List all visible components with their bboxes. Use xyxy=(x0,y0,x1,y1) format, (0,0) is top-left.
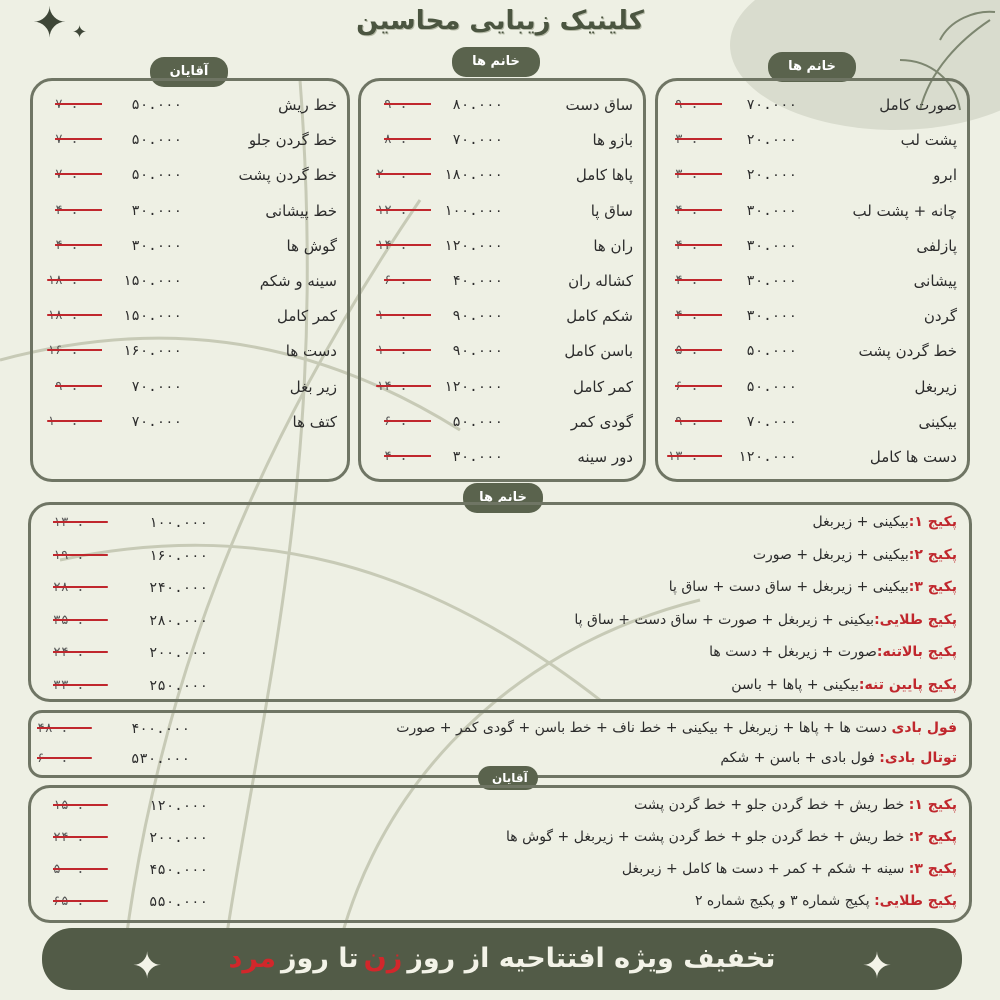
men-packages-box xyxy=(28,785,972,923)
service-price: ۳۰.۰۰۰ xyxy=(131,202,182,219)
service-old-price: ۷۰.۰۰۰ xyxy=(55,97,102,112)
sparkle-icon: ✦ xyxy=(861,946,892,987)
service-name: دست ها کامل xyxy=(869,448,957,466)
package-price: ۴۵۰.۰۰۰ xyxy=(149,862,209,878)
price-list-women-face xyxy=(655,78,970,482)
package-old-price: ۳۳۰.۰۰۰ xyxy=(53,677,108,693)
package-desc: خط ریش + خط گردن جلو + خط گردن پشت + زیربغل + گوش ها xyxy=(506,829,905,845)
price-row xyxy=(658,265,967,299)
service-name: صورت کامل xyxy=(879,96,957,114)
service-name: خط گردن جلو xyxy=(248,131,337,150)
price-row xyxy=(658,230,967,264)
women-packages-box xyxy=(28,502,972,702)
service-price: ۴۰.۰۰۰ xyxy=(452,273,503,289)
service-name: ساق پا xyxy=(590,201,633,220)
column-header-men: آقایان xyxy=(150,57,228,87)
service-name: باسن کامل xyxy=(564,342,633,361)
service-name: کتف ها xyxy=(292,412,337,431)
package-title: پکیج ۱: xyxy=(908,797,957,813)
price-list-men xyxy=(30,78,350,482)
banner-text-to: تا روز xyxy=(281,943,359,974)
service-old-price: ۹۰.۰۰۰ xyxy=(675,413,722,429)
package-desc: صورت + زیربغل + دست ها xyxy=(709,644,877,660)
package-desc: بیکینی + زیربغل + ساق دست + ساق پا xyxy=(668,579,909,595)
package-price: ۲۰۰.۰۰۰ xyxy=(149,830,209,846)
package-title: پکیج طلایی: xyxy=(874,893,957,909)
service-old-price: ۴۰.۰۰۰ xyxy=(384,449,431,464)
price-row xyxy=(658,441,967,475)
service-price: ۱۶۰.۰۰۰ xyxy=(122,343,182,360)
service-old-price: ۷۰.۰۰۰ xyxy=(55,167,102,183)
package-title: پکیج ۲: xyxy=(908,829,957,845)
service-name: خط گردن پشت xyxy=(858,342,957,361)
price-row xyxy=(361,441,643,475)
package-label xyxy=(574,612,957,628)
price-row xyxy=(658,195,967,229)
price-row xyxy=(33,406,347,440)
service-old-price: ۱۲۰.۰۰۰ xyxy=(376,202,431,218)
service-old-price: ۷۰.۰۰۰ xyxy=(55,132,102,148)
package-label xyxy=(753,547,957,563)
package-price: ۱۲۰.۰۰۰ xyxy=(149,798,209,814)
sparkle-icon: ✦ xyxy=(132,946,163,987)
service-old-price: ۴۰.۰۰۰ xyxy=(675,308,722,324)
package-label xyxy=(506,829,957,845)
banner-men: مرد xyxy=(228,943,276,974)
price-row xyxy=(658,406,967,440)
service-old-price: ۱۸۰.۰۰۰ xyxy=(47,308,102,324)
service-price: ۸۰.۰۰۰ xyxy=(452,97,503,113)
package-label xyxy=(709,644,957,660)
package-label xyxy=(669,579,957,595)
package-desc: بیکینی + پاها + باسن xyxy=(731,676,859,693)
service-name: پیشانی xyxy=(913,272,957,290)
service-name: گودی کمر xyxy=(570,412,633,431)
service-name: ساق دست xyxy=(565,96,633,114)
service-price: ۷۰.۰۰۰ xyxy=(131,413,182,430)
service-price: ۱۵۰.۰۰۰ xyxy=(122,273,182,289)
package-desc: خط ریش + خط گردن جلو + خط گردن پشت xyxy=(633,797,905,813)
service-name: کمر کامل xyxy=(277,307,337,326)
service-name: خط ریش xyxy=(278,96,337,114)
service-old-price: ۲۰۰.۰۰۰ xyxy=(376,167,431,183)
service-price: ۱۲۰.۰۰۰ xyxy=(443,378,503,395)
service-old-price: ۶۰.۰۰۰ xyxy=(384,413,431,429)
service-old-price: ۱۰۰.۰۰۰ xyxy=(376,308,431,324)
package-title: پکیج ۳: xyxy=(908,579,957,595)
package-row xyxy=(31,507,969,541)
price-row xyxy=(33,335,347,369)
package-old-price: ۲۴۰.۰۰۰ xyxy=(53,645,108,660)
package-old-price: ۴۸۰.۰۰۰ xyxy=(37,721,92,736)
price-row xyxy=(361,195,643,229)
package-label xyxy=(634,797,957,813)
package-old-price: ۲۴۰.۰۰۰ xyxy=(53,830,108,845)
package-price: ۱۰۰.۰۰۰ xyxy=(149,515,209,531)
package-old-price: ۱۵۰.۰۰۰ xyxy=(53,798,108,813)
body-package-row xyxy=(31,713,969,747)
package-title: فول بادی xyxy=(891,720,957,736)
price-row xyxy=(361,89,643,123)
package-title: پکیج بالاتنه: xyxy=(876,644,957,660)
service-name: سینه و شکم xyxy=(259,272,337,290)
service-name: پاها کامل xyxy=(575,166,633,185)
service-old-price: ۵۰.۰۰۰ xyxy=(675,343,722,359)
service-price: ۳۰.۰۰۰ xyxy=(131,237,182,254)
price-row xyxy=(658,300,967,334)
package-row xyxy=(31,540,969,574)
service-price: ۵۰.۰۰۰ xyxy=(746,378,797,395)
price-row xyxy=(33,265,347,299)
package-old-price: ۵۰۰.۰۰۰ xyxy=(53,862,108,877)
service-old-price: ۱۴۰.۰۰۰ xyxy=(376,237,431,253)
sparkle-icon: ✦ xyxy=(72,22,88,43)
service-old-price: ۶۰.۰۰۰ xyxy=(384,273,431,288)
package-old-price: ۶۵۰.۰۰۰ xyxy=(53,894,108,909)
package-old-price: ۲۸۰.۰۰۰ xyxy=(53,580,108,595)
service-old-price: ۱۳۰.۰۰۰ xyxy=(667,449,722,464)
package-label xyxy=(720,750,957,766)
package-title: پکیج ۲: xyxy=(908,546,957,563)
service-price: ۹۰.۰۰۰ xyxy=(452,308,503,325)
price-row xyxy=(658,371,967,405)
price-row xyxy=(361,230,643,264)
package-price: ۲۵۰.۰۰۰ xyxy=(149,677,209,694)
price-row xyxy=(361,265,643,299)
men-package-row xyxy=(31,854,969,888)
service-name: دست ها xyxy=(285,342,337,361)
service-name: شکم کامل xyxy=(566,307,633,326)
package-desc: سینه + شکم + کمر + دست ها کامل + زیربغل xyxy=(621,861,905,877)
package-label xyxy=(731,677,957,693)
service-price: ۵۰.۰۰۰ xyxy=(746,343,797,360)
service-price: ۳۰.۰۰۰ xyxy=(746,308,797,325)
price-row xyxy=(361,300,643,334)
service-name: زیر بغل xyxy=(289,377,337,396)
package-label xyxy=(695,893,957,909)
service-old-price: ۴۰.۰۰۰ xyxy=(675,237,722,253)
column-header-women-2: خانم ها xyxy=(452,47,540,77)
service-price: ۱۸۰.۰۰۰ xyxy=(443,167,503,184)
service-price: ۳۰.۰۰۰ xyxy=(746,202,797,219)
banner-women: زن xyxy=(363,943,403,974)
service-name: گوش ها xyxy=(286,236,337,255)
price-row xyxy=(33,195,347,229)
price-row xyxy=(33,230,347,264)
service-price: ۱۵۰.۰۰۰ xyxy=(122,308,182,325)
price-row xyxy=(361,159,643,193)
price-row xyxy=(361,371,643,405)
package-row xyxy=(31,637,969,671)
package-desc: بیکینی + زیربغل xyxy=(812,514,909,530)
opening-discount-banner xyxy=(42,928,962,990)
women-packages-header: خانم ها xyxy=(463,483,543,513)
service-price: ۷۰.۰۰۰ xyxy=(452,132,503,149)
price-row xyxy=(33,124,347,158)
service-price: ۵۰.۰۰۰ xyxy=(452,413,503,430)
price-row xyxy=(33,89,347,123)
package-price: ۲۸۰.۰۰۰ xyxy=(149,612,209,629)
service-old-price: ۴۰.۰۰۰ xyxy=(675,273,722,288)
service-name: دور سینه xyxy=(577,448,633,466)
service-old-price: ۶۰.۰۰۰ xyxy=(675,378,722,394)
service-old-price: ۱۴۰.۰۰۰ xyxy=(376,378,431,394)
package-desc: دست ها + پاها + زیربغل + بیکینی + خط ناف + خط باسن + گودی کمر + صورت xyxy=(396,720,888,736)
package-price: ۵۳۰.۰۰۰ xyxy=(131,751,191,767)
banner-text: تخفیف ویژه افتتاحیه از روز xyxy=(407,943,776,974)
service-price: ۹۰.۰۰۰ xyxy=(452,343,503,360)
package-price: ۵۵۰.۰۰۰ xyxy=(149,894,209,910)
service-old-price: ۴۰.۰۰۰ xyxy=(55,237,102,253)
service-name: پشت لب xyxy=(900,131,957,150)
service-name: زیربغل xyxy=(914,377,957,396)
package-label xyxy=(396,720,957,736)
service-price: ۷۰.۰۰۰ xyxy=(746,413,797,430)
service-old-price: ۸۰.۰۰۰ xyxy=(384,132,431,148)
package-row xyxy=(31,572,969,606)
service-price: ۵۰.۰۰۰ xyxy=(131,132,182,149)
package-desc: فول بادی + باسن + شکم xyxy=(720,750,875,766)
price-row xyxy=(361,124,643,158)
men-packages-header: آقایان xyxy=(478,766,538,790)
service-price: ۵۰.۰۰۰ xyxy=(131,167,182,184)
package-title: پکیج پایین تنه: xyxy=(858,676,957,693)
package-price: ۱۶۰.۰۰۰ xyxy=(149,547,209,564)
service-name: ابرو xyxy=(933,166,957,185)
price-row xyxy=(361,335,643,369)
service-old-price: ۴۰.۰۰۰ xyxy=(55,202,102,218)
service-name: کشاله ران xyxy=(568,272,633,290)
package-title: توتال بادی: xyxy=(879,750,957,766)
service-name: گردن xyxy=(923,307,957,326)
price-row xyxy=(33,159,347,193)
package-price: ۲۴۰.۰۰۰ xyxy=(149,580,209,596)
service-old-price: ۳۰.۰۰۰ xyxy=(675,132,722,148)
service-old-price: ۱۸۰.۰۰۰ xyxy=(47,273,102,288)
service-price: ۳۰.۰۰۰ xyxy=(746,273,797,289)
men-package-row xyxy=(31,886,969,920)
service-price: ۳۰.۰۰۰ xyxy=(746,237,797,254)
package-title: پکیج ۳: xyxy=(908,861,957,877)
service-name: خط گردن پشت xyxy=(238,166,337,185)
service-old-price: ۱۰۰.۰۰۰ xyxy=(376,343,431,359)
service-old-price: ۳۰.۰۰۰ xyxy=(675,167,722,183)
service-name: ران ها xyxy=(593,236,633,255)
service-old-price: ۹۰.۰۰۰ xyxy=(675,97,722,112)
package-label xyxy=(622,861,957,877)
service-price: ۱۰۰.۰۰۰ xyxy=(443,202,503,219)
package-old-price: ۶۰۰.۰۰۰ xyxy=(37,751,92,766)
service-old-price: ۱۰۰.۰۰۰ xyxy=(47,413,102,429)
service-price: ۷۰.۰۰۰ xyxy=(131,378,182,395)
service-price: ۱۲۰.۰۰۰ xyxy=(737,449,797,465)
package-price: ۲۰۰.۰۰۰ xyxy=(149,645,209,661)
service-old-price: ۱۶۰.۰۰۰ xyxy=(47,343,102,359)
package-title: پکیج ۱: xyxy=(908,514,957,530)
service-name: خط پیشانی xyxy=(265,201,337,220)
service-price: ۳۰.۰۰۰ xyxy=(452,449,503,465)
service-price: ۵۰.۰۰۰ xyxy=(131,97,182,113)
package-old-price: ۱۹۰.۰۰۰ xyxy=(53,547,108,563)
package-price: ۴۰۰.۰۰۰ xyxy=(131,721,191,737)
package-old-price: ۳۵۰.۰۰۰ xyxy=(53,612,108,628)
service-price: ۲۰.۰۰۰ xyxy=(746,132,797,149)
price-row xyxy=(658,159,967,193)
price-row xyxy=(658,89,967,123)
price-row xyxy=(33,371,347,405)
package-label xyxy=(813,514,957,530)
service-old-price: ۴۰.۰۰۰ xyxy=(675,202,722,218)
price-row xyxy=(658,124,967,158)
service-price: ۲۰.۰۰۰ xyxy=(746,167,797,184)
men-package-row xyxy=(31,822,969,856)
service-price: ۷۰.۰۰۰ xyxy=(746,97,797,113)
service-name: بیکینی xyxy=(918,412,957,431)
service-price: ۱۲۰.۰۰۰ xyxy=(443,237,503,254)
column-header-women-1: خانم ها xyxy=(768,52,856,82)
package-desc: پکیج شماره ۳ و پکیج شماره ۲ xyxy=(694,893,870,909)
price-row xyxy=(361,406,643,440)
package-desc: بیکینی + زیربغل + صورت + ساق دست + ساق پا xyxy=(574,611,875,628)
price-list-women-body xyxy=(358,78,646,482)
service-name: کمر کامل xyxy=(573,377,633,396)
men-package-row xyxy=(31,790,969,824)
price-row xyxy=(658,335,967,369)
sparkle-icon: ✦ xyxy=(32,0,68,47)
service-old-price: ۹۰.۰۰۰ xyxy=(384,97,431,112)
service-name: بازو ها xyxy=(592,131,633,150)
package-title: پکیج طلایی: xyxy=(874,611,957,628)
package-desc: بیکینی + زیربغل + صورت xyxy=(752,546,909,563)
service-old-price: ۹۰.۰۰۰ xyxy=(55,378,102,394)
service-name: پازلفی xyxy=(916,236,957,255)
package-row xyxy=(31,605,969,639)
service-name: چانه + پشت لب xyxy=(852,201,957,220)
price-row xyxy=(33,300,347,334)
package-old-price: ۱۳۰.۰۰۰ xyxy=(53,515,108,530)
page-title: کلینیک زیبایی محاسین xyxy=(356,6,644,36)
package-row xyxy=(31,670,969,704)
